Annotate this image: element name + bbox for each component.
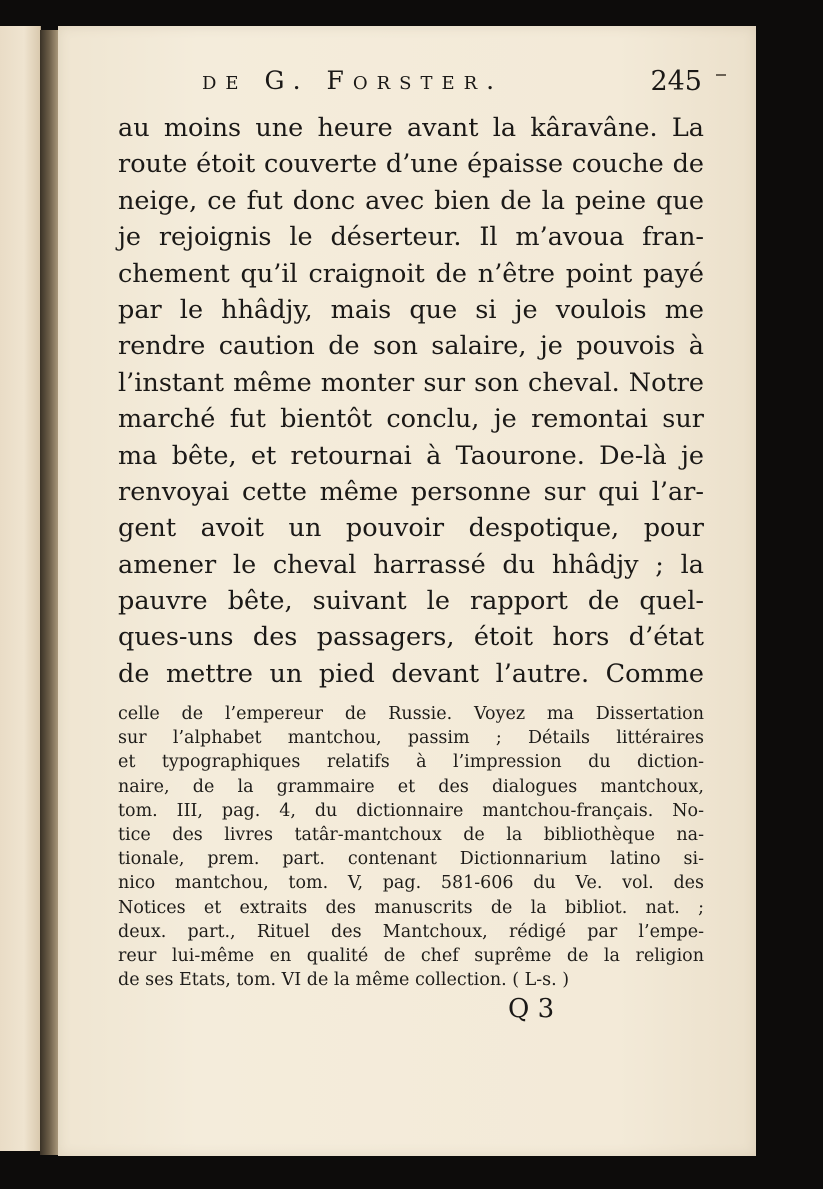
body-line: neige, ce fut donc avec bien de la peine que [118,185,704,216]
body-line: par le hhâdjy, mais que si je voulois me [118,294,704,325]
body-text [118,110,704,692]
body-line: route étoit couverte d’une épaisse couche de [118,149,704,180]
body-line: au moins une heure avant la kâravâne. La [118,113,704,143]
book-gutter [40,30,58,1155]
running-head [120,64,710,104]
body-line: ma bête, et retournai à Taourone. De-là je [118,440,704,471]
footnote-line: sur l’alphabet mantchou, passim ; Détails littéraires [118,728,704,749]
body-line: pauvre bête, suivant le rapport de quel- [118,586,704,617]
body-line: l’instant même monter sur son cheval. Notre [118,367,704,398]
footnote-line: de ses Etats, tom. VI de la même collection. ( L-s. ) [118,970,570,991]
footnote-line: et typographiques relatifs à l’impression du diction- [118,752,704,773]
body-line: ques-uns des passagers, étoit hors d’état [118,622,704,653]
margin-mark [716,74,726,76]
signature-mark: Q 3 [508,994,555,1024]
footnote-line: Notices et extraits des manuscrits de la bibliot. nat. ; [118,897,704,918]
body-line: amener le cheval harrassé du hhâdjy ; la [118,549,704,580]
body-line: gent avoit un pouvoir despotique, pour [118,513,704,544]
facing-page-edge [0,26,41,1151]
footnote-line: naire, de la grammaire et des dialogues mantchoux, [118,776,704,797]
page-number: 245 [650,66,702,97]
footnote-line: celle de l’empereur de Russie. Voyez ma Dissertation [118,704,704,724]
body-line: de mettre un pied devant l’autre. Comme [118,658,704,689]
running-head-title: de G. Forster. [202,66,504,95]
footnote-line: reur lui-même en qualité de chef suprême de la religion [118,945,704,966]
body-line: marché fut bientôt conclu, je remontai sur [118,404,704,435]
footnote-line: nico mantchou, tom. V, pag. 581-606 du Ve. vol. des [118,873,704,894]
footnote-line: deux. part., Rituel des Mantchoux, rédigé par l’empe- [118,921,704,942]
footnote-line: tionale, prem. part. contenant Dictionnarium latino si- [118,849,704,870]
body-line: je rejoignis le déserteur. Il m’avoua fran- [118,222,704,253]
footnote-line: tice des livres tatâr-mantchoux de la bibliothèque na- [118,824,704,845]
body-line: renvoyai cette même personne sur qui l’ar- [118,476,704,507]
book-page [58,26,756,1156]
body-line: rendre caution de son salaire, je pouvois à [118,331,704,362]
footnote [118,702,704,992]
footnote-line: tom. III, pag. 4, du dictionnaire mantchou-français. No- [118,800,704,821]
body-line: chement qu’il craignoit de n’être point payé [118,258,704,289]
